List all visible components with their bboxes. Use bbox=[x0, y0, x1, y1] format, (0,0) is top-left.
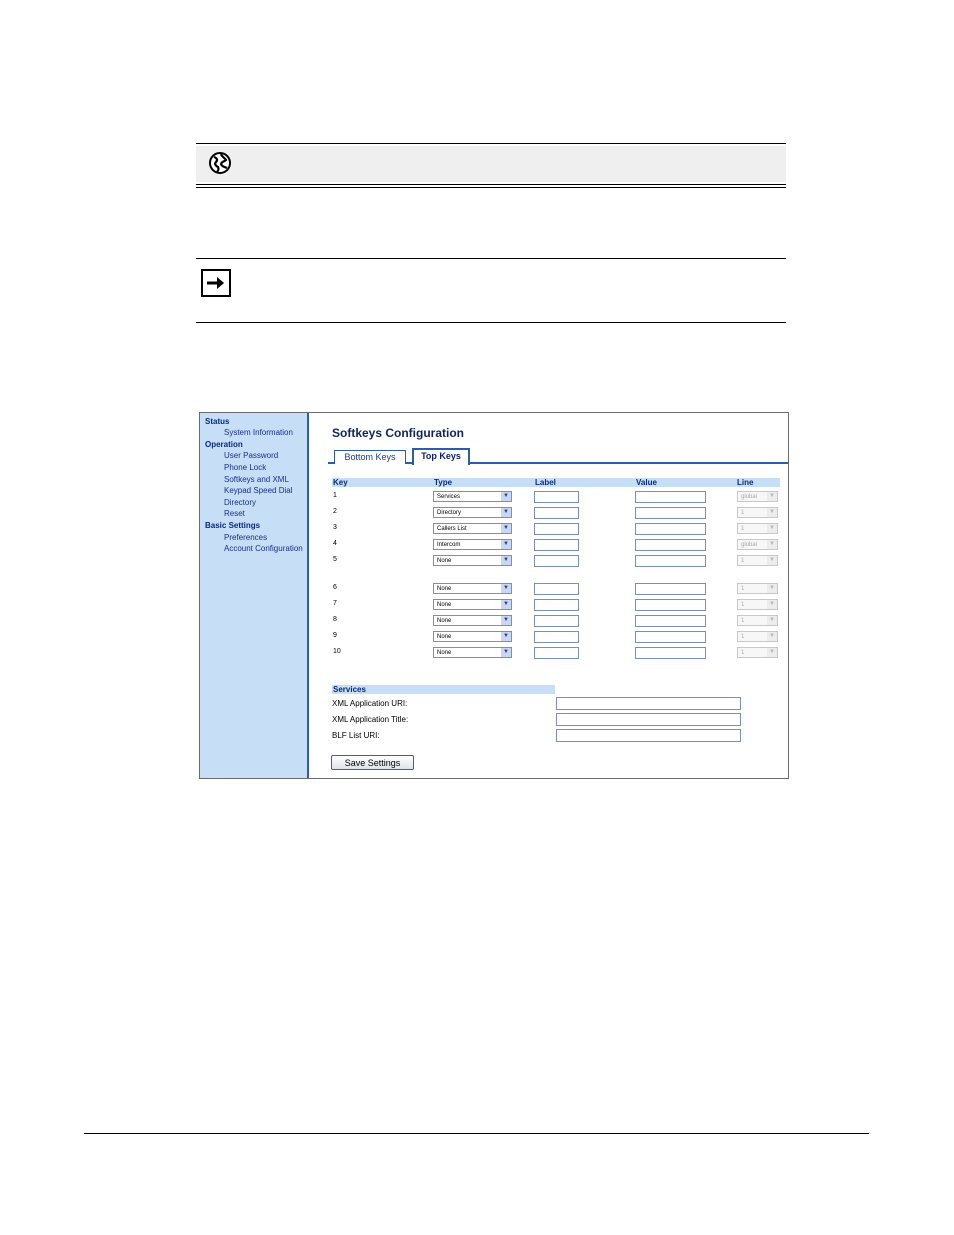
value-input[interactable] bbox=[635, 491, 706, 503]
web-note-bottom-rule bbox=[196, 184, 786, 185]
type-select[interactable] bbox=[433, 631, 512, 642]
web-note-box bbox=[196, 146, 786, 182]
chevron-down-icon: ▼ bbox=[501, 492, 511, 501]
value-input[interactable] bbox=[635, 631, 706, 643]
value-input[interactable] bbox=[635, 599, 706, 611]
line-select-value: 1 bbox=[741, 526, 745, 532]
value-input[interactable] bbox=[635, 523, 706, 535]
save-settings-button[interactable]: Save Settings bbox=[331, 755, 414, 770]
sidebar-item-phone-lock[interactable]: Phone Lock bbox=[224, 463, 267, 472]
key-number: 2 bbox=[333, 508, 337, 515]
blf-list-uri-input[interactable] bbox=[556, 729, 741, 742]
label-input[interactable] bbox=[534, 555, 579, 567]
chevron-down-icon: ▼ bbox=[767, 616, 777, 625]
main-panel bbox=[309, 413, 788, 778]
tab-bottom-keys[interactable]: Bottom Keys bbox=[334, 450, 406, 464]
chevron-down-icon: ▼ bbox=[501, 600, 511, 609]
chevron-down-icon: ▼ bbox=[501, 508, 511, 517]
softkeys-screenshot bbox=[199, 412, 789, 779]
type-select[interactable] bbox=[433, 507, 512, 518]
type-select[interactable] bbox=[433, 555, 512, 566]
line-select-value: 1 bbox=[741, 618, 745, 624]
chevron-down-icon: ▼ bbox=[767, 524, 777, 533]
line-select-value: global bbox=[741, 494, 758, 500]
type-select-value: Services bbox=[437, 494, 461, 500]
sidebar bbox=[200, 413, 309, 778]
value-input[interactable] bbox=[635, 507, 706, 519]
label-input[interactable] bbox=[534, 631, 579, 643]
line-select-value: 1 bbox=[741, 510, 745, 516]
type-select[interactable] bbox=[433, 491, 512, 502]
line-select[interactable] bbox=[737, 647, 778, 658]
xml-application-title-label: XML Application Title: bbox=[332, 715, 409, 724]
chevron-down-icon: ▼ bbox=[767, 492, 777, 501]
line-select-value: 1 bbox=[741, 634, 745, 640]
line-select[interactable] bbox=[737, 507, 778, 518]
line-select[interactable] bbox=[737, 615, 778, 626]
key-number: 4 bbox=[333, 540, 337, 547]
line-select[interactable] bbox=[737, 555, 778, 566]
chevron-down-icon: ▼ bbox=[501, 556, 511, 565]
type-select-value: Intercom bbox=[437, 542, 461, 548]
label-input[interactable] bbox=[534, 507, 579, 519]
sidebar-heading-status[interactable]: Status bbox=[205, 417, 230, 426]
sidebar-item-system-information[interactable]: System Information bbox=[224, 428, 293, 437]
line-select[interactable] bbox=[737, 523, 778, 534]
type-select[interactable] bbox=[433, 583, 512, 594]
column-header-type: Type bbox=[434, 478, 453, 487]
xml-application-title-input[interactable] bbox=[556, 713, 741, 726]
line-select-value: 1 bbox=[741, 650, 745, 656]
line-select-value: 1 bbox=[741, 602, 745, 608]
chevron-down-icon: ▼ bbox=[767, 540, 777, 549]
column-header-value: Value bbox=[636, 478, 657, 487]
key-number: 3 bbox=[333, 524, 337, 531]
label-input[interactable] bbox=[534, 539, 579, 551]
chevron-down-icon: ▼ bbox=[767, 600, 777, 609]
value-input[interactable] bbox=[635, 583, 706, 595]
type-select[interactable] bbox=[433, 647, 512, 658]
table-header bbox=[332, 478, 780, 487]
chevron-down-icon: ▼ bbox=[501, 524, 511, 533]
line-select-value: 1 bbox=[741, 558, 745, 564]
key-number: 9 bbox=[333, 632, 337, 639]
key-number: 1 bbox=[333, 492, 337, 499]
line-select[interactable] bbox=[737, 631, 778, 642]
type-select-value: None bbox=[437, 650, 452, 656]
sidebar-item-user-password[interactable]: User Password bbox=[224, 451, 279, 460]
type-select[interactable] bbox=[433, 523, 512, 534]
line-select[interactable] bbox=[737, 583, 778, 594]
column-header-key: Key bbox=[333, 478, 348, 487]
web-note-top-rule bbox=[196, 143, 786, 144]
label-input[interactable] bbox=[534, 599, 579, 611]
type-select-value: None bbox=[437, 602, 452, 608]
type-select-value: Directory bbox=[437, 510, 462, 516]
arrow-right-icon bbox=[201, 269, 231, 297]
key-number: 8 bbox=[333, 616, 337, 623]
globe-icon bbox=[208, 151, 232, 175]
web-note-bottom-rule-2 bbox=[196, 187, 786, 188]
chevron-down-icon: ▼ bbox=[767, 556, 777, 565]
chevron-down-icon: ▼ bbox=[767, 632, 777, 641]
type-select[interactable] bbox=[433, 615, 512, 626]
type-select-value: None bbox=[437, 558, 452, 564]
type-select-value: None bbox=[437, 618, 452, 624]
type-select-value: None bbox=[437, 634, 452, 640]
value-input[interactable] bbox=[635, 615, 706, 627]
sidebar-item-account-configuration[interactable]: Account Configuration bbox=[224, 544, 303, 553]
sidebar-heading-basic-settings[interactable]: Basic Settings bbox=[205, 521, 261, 530]
label-input[interactable] bbox=[534, 647, 579, 659]
chevron-down-icon: ▼ bbox=[501, 648, 511, 657]
key-number: 10 bbox=[333, 648, 341, 655]
chevron-down-icon: ▼ bbox=[767, 648, 777, 657]
key-number: 6 bbox=[333, 584, 337, 591]
note-top-rule bbox=[196, 258, 786, 259]
sidebar-item-reset[interactable]: Reset bbox=[224, 509, 245, 518]
type-select[interactable] bbox=[433, 539, 512, 550]
label-input[interactable] bbox=[534, 523, 579, 535]
key-number: 5 bbox=[333, 556, 337, 563]
note-bottom-rule bbox=[196, 322, 786, 323]
chevron-down-icon: ▼ bbox=[767, 584, 777, 593]
sidebar-item-preferences[interactable]: Preferences bbox=[224, 533, 268, 542]
type-select[interactable] bbox=[433, 599, 512, 610]
column-header-label: Label bbox=[535, 478, 556, 487]
sidebar-heading-operation[interactable]: Operation bbox=[205, 440, 243, 449]
chevron-down-icon: ▼ bbox=[501, 632, 511, 641]
sidebar-item-softkeys-and-xml[interactable]: Softkeys and XML bbox=[224, 475, 289, 484]
xml-application-uri-label: XML Application URI: bbox=[332, 699, 408, 708]
line-select-value: global bbox=[741, 542, 758, 548]
sidebar-item-directory[interactable]: Directory bbox=[224, 498, 257, 507]
tab-top-keys[interactable]: Top Keys bbox=[412, 448, 470, 465]
line-select[interactable] bbox=[737, 491, 778, 502]
column-header-line: Line bbox=[737, 478, 754, 487]
label-input[interactable] bbox=[534, 491, 579, 503]
page-title: Softkeys Configuration bbox=[332, 426, 465, 440]
chevron-down-icon: ▼ bbox=[767, 508, 777, 517]
footer-rule bbox=[84, 1133, 869, 1134]
chevron-down-icon: ▼ bbox=[501, 540, 511, 549]
label-input[interactable] bbox=[534, 583, 579, 595]
chevron-down-icon: ▼ bbox=[501, 616, 511, 625]
line-select[interactable] bbox=[737, 539, 778, 550]
line-select-value: 1 bbox=[741, 586, 745, 592]
label-input[interactable] bbox=[534, 615, 579, 627]
value-input[interactable] bbox=[635, 555, 706, 567]
type-select-value: None bbox=[437, 586, 452, 592]
key-number: 7 bbox=[333, 600, 337, 607]
sidebar-item-keypad-speed-dial[interactable]: Keypad Speed Dial bbox=[224, 486, 293, 495]
value-input[interactable] bbox=[635, 647, 706, 659]
xml-application-uri-input[interactable] bbox=[556, 697, 741, 710]
services-heading: Services bbox=[332, 685, 555, 694]
blf-list-uri-label: BLF List URI: bbox=[332, 731, 380, 740]
type-select-value: Callers List bbox=[437, 526, 467, 532]
line-select[interactable] bbox=[737, 599, 778, 610]
chevron-down-icon: ▼ bbox=[501, 584, 511, 593]
value-input[interactable] bbox=[635, 539, 706, 551]
